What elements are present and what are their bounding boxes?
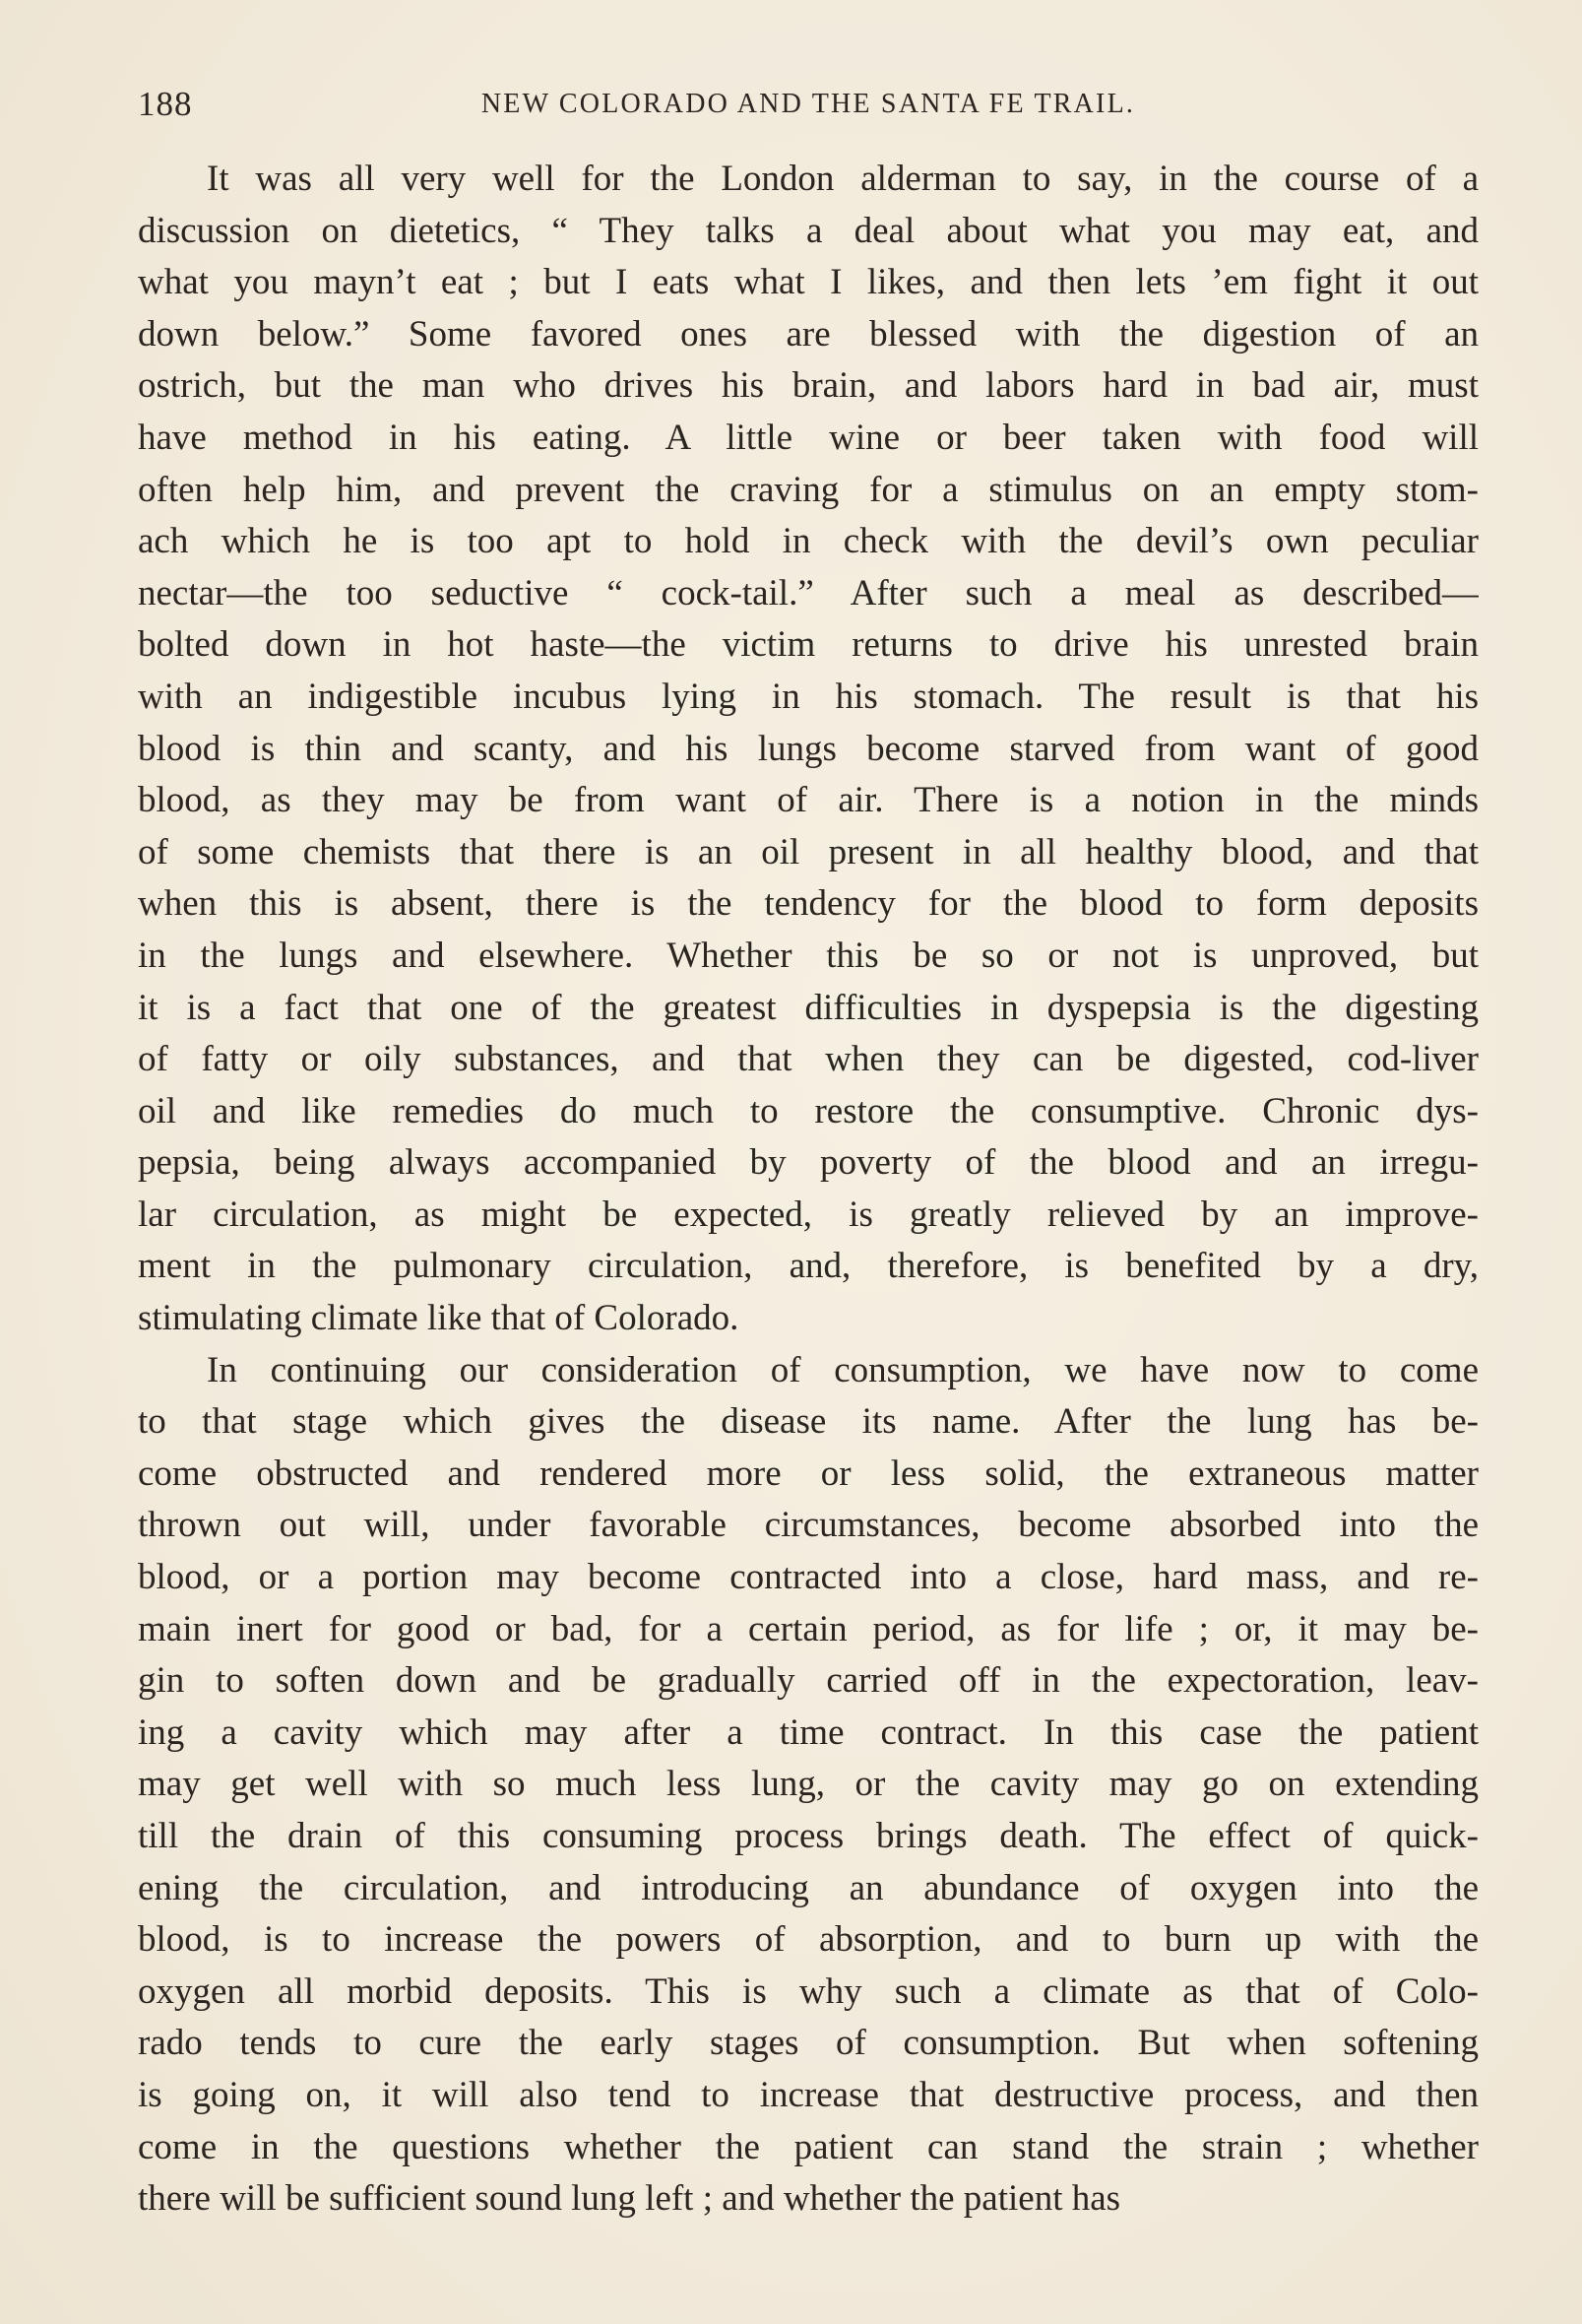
text-line: blood, is to increase the powers of absorption, and to burn up with the [138,1919,1479,1961]
text-line: till the drain of this consuming process brings death. The effect of quick- [138,1816,1479,1856]
text-line: when this is absent, there is the tendency for the blood to form deposits [138,883,1479,925]
text-line: ach which he is too apt to hold in check with the devil’s own peculiar [138,521,1479,562]
text-line: of fatty or oily substances, and that when they can be digested, cod-liver [138,1039,1479,1080]
text-line: In continuing our consideration of consumption, we have now to come [207,1349,1479,1390]
text-line: main inert for good or bad, for a certain period, as for life ; or, it may be- [138,1608,1479,1649]
text-line: rado tends to cure the early stages of consumption. But when softening [138,2023,1479,2064]
text-line: blood is thin and scanty, and his lungs become starved from want of good [138,728,1479,769]
page-number: 188 [138,85,193,123]
body-text [138,154,1479,2226]
text-line: nectar—the too seductive “ cock-tail.” After such a meal as described— [138,572,1479,613]
text-line: often help him, and prevent the craving for a stimulus on an empty stom- [138,469,1479,510]
text-line: in the lungs and elsewhere. Whether this be so or not is unproved, but [138,935,1479,976]
text-line: thrown out will, under favorable circumstances, become absorbed into the [138,1505,1479,1546]
text-line: is going on, it will also tend to increase that destructive process, and then [138,2074,1479,2115]
text-line: oxygen all morbid deposits. This is why such a climate as that of Colo- [138,1970,1479,2012]
text-line: come in the questions whether the patient can stand the strain ; whether [138,2126,1479,2167]
text-line: It was all very well for the London alderman to say, in the course of a [207,159,1479,199]
text-line: ening the circulation, and introducing an abundance of oxygen into the [138,1867,1479,1908]
text-line: lar circulation, as might be expected, is greatly relieved by an improve- [138,1194,1479,1235]
text-line: discussion on dietetics, “ They talks a deal about what you may eat, and [138,210,1479,251]
text-line: have method in his eating. A little wine or beer taken with food will [138,417,1479,458]
running-title: NEW COLORADO AND THE SANTA FE TRAIL. [480,89,1136,119]
text-line: stimulating climate like that of Colorado. [138,1298,739,1339]
text-line: blood, or a portion may become contracted into a close, hard mass, and re- [138,1557,1479,1598]
text-line: pepsia, being always accompanied by poverty of the blood and an irregu- [138,1142,1479,1184]
text-line: ing a cavity which may after a time contract. In this case the patient [138,1711,1479,1753]
text-line: with an indigestible incubus lying in his stomach. The result is that his [138,676,1479,717]
text-line: blood, as they may be from want of air. There is a notion in the minds [138,780,1479,821]
paragraph [138,154,1479,1345]
text-line: may get well with so much less lung, or the cavity may go on extending [138,1764,1479,1805]
text-line: it is a fact that one of the greatest difficulties in dyspepsia is the digesting [138,987,1479,1028]
text-line: of some chemists that there is an oil present in all healthy blood, and that [138,831,1479,872]
text-line: there will be sufficient sound lung left ; and whether the patient has [138,2178,1121,2220]
paragraph [138,1345,1479,2226]
text-line: what you mayn’t eat ; but I eats what I likes, and then lets ’em fight it out [138,262,1479,303]
text-line: down below.” Some favored ones are blessed with the digestion of an [138,313,1479,355]
text-line: to that stage which gives the disease its name. After the lung has be- [138,1401,1479,1443]
text-line: bolted down in hot haste—the victim returns to drive his unrested brain [138,624,1479,666]
text-line: come obstructed and rendered more or less solid, the extraneous matter [138,1452,1479,1494]
text-line: ostrich, but the man who drives his brain, and labors hard in bad air, must [138,365,1479,407]
text-line: ment in the pulmonary circulation, and, therefore, is benefited by a dry, [138,1246,1479,1287]
text-line: gin to soften down and be gradually carried off in the expectoration, leav- [138,1660,1479,1702]
text-line: oil and like remedies do much to restore the consumptive. Chronic dys- [138,1090,1479,1131]
page-header [138,85,1479,130]
